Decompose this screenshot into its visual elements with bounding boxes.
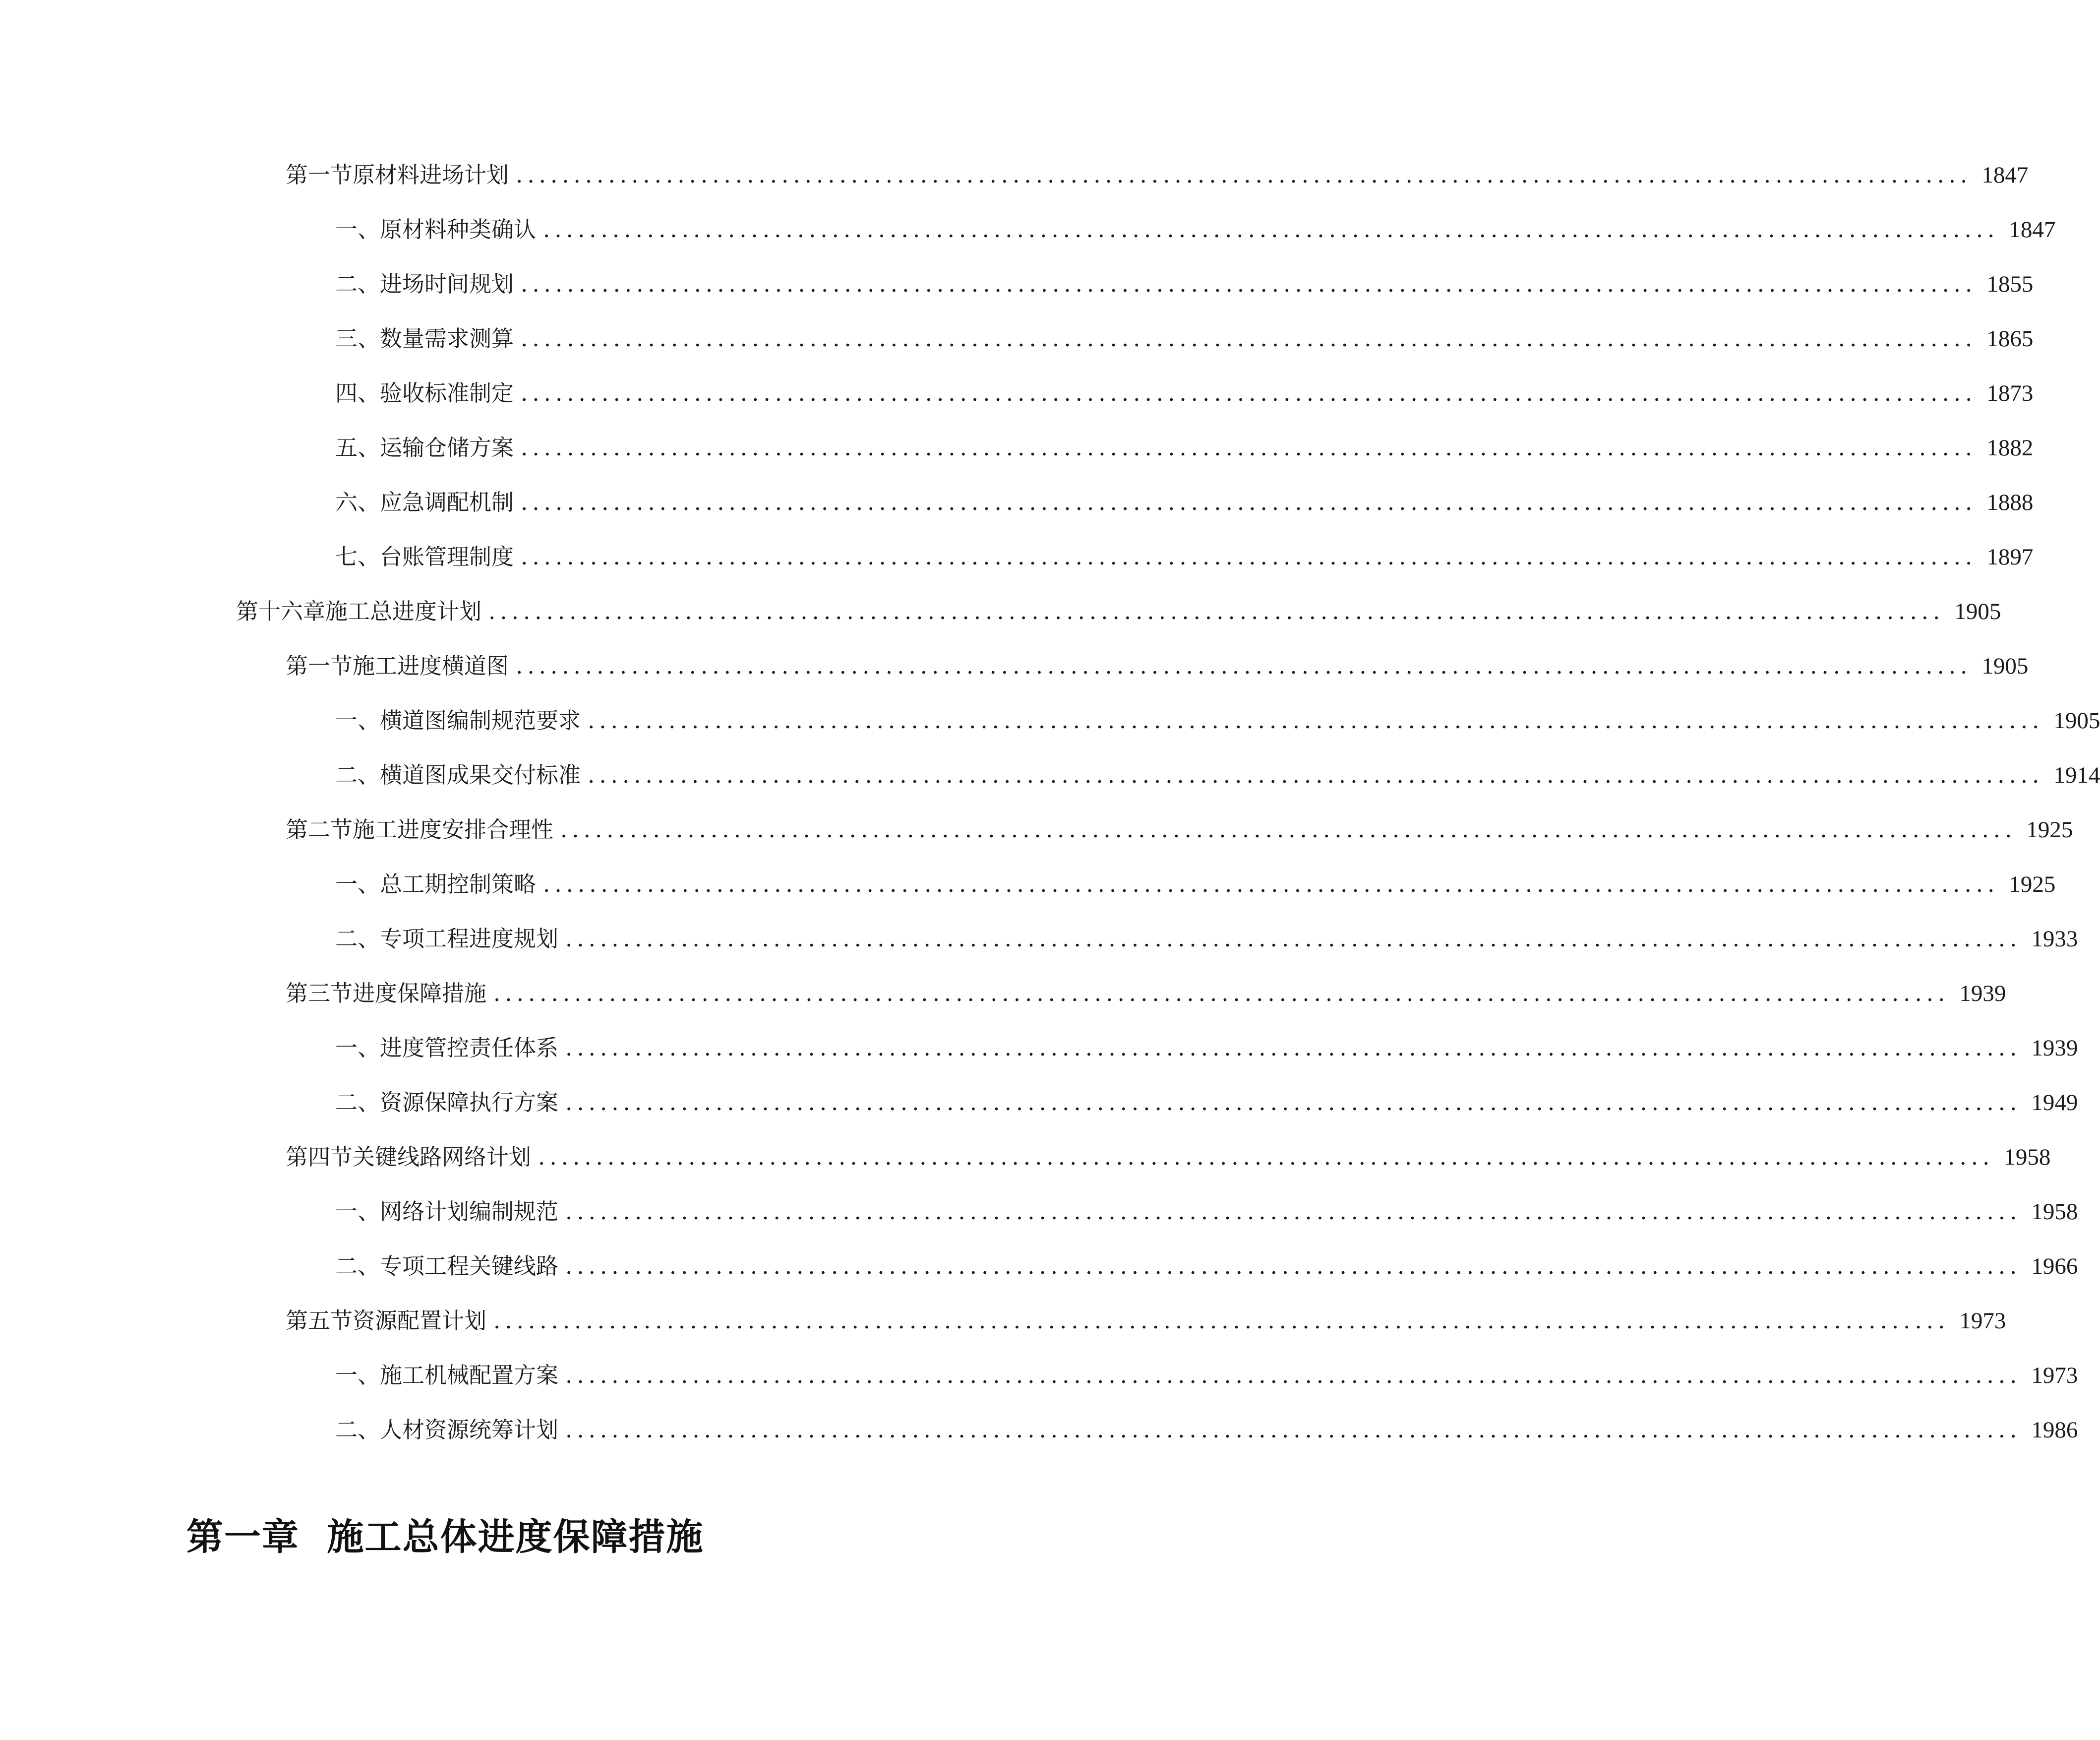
toc-entry-title: 验收标准制定 [380,380,514,406]
toc-entry-page: 1973 [1959,1308,2006,1334]
toc-entry-prefix: 四、 [335,380,380,406]
toc-entry-page: 1914 [2053,762,2100,788]
toc-entry-title: 原材料进场计划 [353,162,509,188]
toc-entry-title: 横道图成果交付标准 [380,762,581,788]
toc-entry-prefix: 二、 [335,271,380,297]
toc-entry-page: 1882 [1986,435,2034,461]
toc-entry[interactable] [0,202,2056,257]
toc-entry[interactable] [0,148,2029,202]
toc-entry-title: 进度保障措施 [353,980,487,1006]
toc-entry-title: 施工总进度计划 [325,598,482,624]
toc-entry-prefix: 一、 [335,216,380,243]
toc-entry-title: 数量需求测算 [380,325,514,352]
toc-entry-prefix: 三、 [335,325,380,352]
toc-entry-prefix: 一、 [335,1362,380,1388]
toc-entry-title: 原材料种类确认 [380,216,537,243]
toc-leader-dots: .............................................................................................................................. [565,1362,2022,1388]
toc-entry-page: 1873 [1986,380,2034,406]
toc-entry-page: 1888 [1986,490,2034,515]
toc-entry[interactable] [0,366,2034,421]
toc-entry[interactable] [0,421,2034,475]
toc-entry[interactable] [0,748,2100,803]
toc-entry-prefix: 二、 [335,762,380,788]
toc-entry-prefix: 第五节 [286,1307,353,1334]
toc-entry-title: 人材资源统筹计划 [380,1417,559,1443]
toc-entry-title: 施工机械配置方案 [380,1362,559,1388]
toc-leader-dots: .............................................................................................................................. [565,1198,2022,1225]
toc-leader-dots: .............................................................................................................................. [543,871,1999,897]
toc-entry-prefix: 二、 [335,1253,380,1279]
toc-entry-page: 1958 [2004,1144,2051,1170]
toc-leader-dots: .............................................................................................................................. [516,162,1972,188]
toc-entry-page: 1865 [1986,326,2034,352]
toc-entry[interactable] [0,257,2034,311]
toc-entry-prefix: 第三节 [286,980,353,1006]
toc-entry-title: 施工进度横道图 [353,653,509,679]
toc-entry-page: 1966 [2031,1253,2078,1279]
toc-entry[interactable] [0,1075,2078,1130]
toc-leader-dots: .............................................................................................................................. [543,216,1999,243]
toc-entry[interactable] [0,475,2034,530]
toc-entry[interactable] [0,803,2073,857]
toc-entry-title: 资源保障执行方案 [380,1089,559,1116]
toc-entry-prefix: 第一节 [286,162,353,188]
toc-leader-dots: .............................................................................................................................. [521,325,1977,352]
toc-entry-prefix: 二、 [335,1417,380,1443]
toc-entry-prefix: 第十六章 [236,598,326,624]
toc-entry-prefix: 一、 [335,707,380,734]
toc-entry-prefix: 七、 [335,544,380,570]
toc-entry-title: 资源配置计划 [353,1307,487,1334]
toc-leader-dots: .............................................................................................................................. [538,1144,1994,1170]
toc-entry-page: 1958 [2031,1199,2078,1225]
toc-entry-page: 1933 [2031,926,2078,952]
toc-entry[interactable] [0,912,2078,966]
toc-entry-title: 关键线路网络计划 [353,1144,532,1170]
toc-leader-dots: .............................................................................................................................. [565,926,2022,952]
toc-entry-prefix: 一、 [335,1035,380,1061]
toc-entry-title: 进场时间规划 [380,271,514,297]
toc-leader-dots: .............................................................................................................................. [488,598,1945,624]
toc-entry[interactable] [0,693,2100,748]
chapter-heading: 第一章 施工总体进度保障措施 [186,1516,704,1558]
toc-entry[interactable] [0,1348,2078,1403]
toc-entry-title: 进度管控责任体系 [380,1035,559,1061]
toc-entry[interactable] [0,1021,2078,1075]
toc-leader-dots: .............................................................................................................................. [521,435,1977,461]
toc-entry-title: 施工进度安排合理性 [353,816,554,843]
toc-entry-title: 专项工程关键线路 [380,1253,559,1279]
toc-leader-dots: .............................................................................................................................. [493,1307,1950,1334]
toc-entry-page: 1939 [2031,1035,2078,1061]
toc-entry-title: 应急调配机制 [380,489,514,515]
toc-entry[interactable] [0,1294,2006,1348]
toc-entry-page: 1986 [2031,1417,2078,1443]
toc-entry-page: 1925 [2026,817,2073,843]
toc-entry-prefix: 一、 [335,1198,380,1225]
toc-entry-page: 1897 [1986,544,2034,570]
toc-entry-prefix: 一、 [335,871,380,897]
toc-leader-dots: .............................................................................................................................. [521,489,1977,515]
toc-entry-page: 1925 [2009,871,2056,897]
toc-entry-title: 横道图编制规范要求 [380,707,581,734]
toc-entry-page: 1847 [2009,217,2056,243]
toc-leader-dots: .............................................................................................................................. [565,1253,2022,1279]
toc-entry-page: 1905 [1981,653,2029,679]
toc-entry-prefix: 六、 [335,489,380,515]
toc-entry-prefix: 第一节 [286,653,353,679]
toc-leader-dots: .............................................................................................................................. [588,762,2044,788]
toc-entry[interactable] [0,311,2034,366]
toc-entry-page: 1939 [1959,981,2006,1006]
toc-entry-page: 1855 [1986,271,2034,297]
toc-leader-dots: .............................................................................................................................. [516,653,1972,679]
toc-entry-title: 专项工程进度规划 [380,926,559,952]
toc-leader-dots: .............................................................................................................................. [521,271,1977,297]
toc-entry-prefix: 二、 [335,926,380,952]
toc-entry-page: 1949 [2031,1090,2078,1116]
toc-leader-dots: .............................................................................................................................. [521,380,1977,406]
toc-entry[interactable] [0,639,2029,693]
toc-entry-page: 1905 [2053,708,2100,734]
toc-entry-title: 总工期控制策略 [380,871,537,897]
table-of-contents [0,148,2100,1457]
toc-leader-dots: .............................................................................................................................. [521,544,1977,570]
toc-entry[interactable] [0,530,2034,584]
toc-leader-dots: .............................................................................................................................. [588,707,2044,734]
toc-entry-title: 台账管理制度 [380,544,514,570]
toc-entry-page: 1973 [2031,1363,2078,1388]
toc-entry-prefix: 五、 [335,435,380,461]
toc-entry[interactable] [0,1130,2051,1184]
toc-entry[interactable] [0,1239,2078,1294]
toc-entry-page: 1847 [1981,162,2029,188]
toc-entry-page: 1905 [1954,599,2001,624]
toc-entry-title: 运输仓储方案 [380,435,514,461]
toc-entry-prefix: 第二节 [286,816,353,843]
toc-leader-dots: .............................................................................................................................. [560,816,2017,843]
toc-leader-dots: .............................................................................................................................. [565,1035,2022,1061]
toc-entry-title: 网络计划编制规范 [380,1198,559,1225]
toc-entry[interactable] [0,1184,2078,1239]
toc-leader-dots: .............................................................................................................................. [493,980,1950,1006]
toc-leader-dots: .............................................................................................................................. [565,1089,2022,1116]
toc-entry[interactable] [0,857,2056,912]
toc-entry[interactable] [0,1403,2078,1457]
toc-entry[interactable] [0,966,2006,1021]
toc-entry-prefix: 第四节 [286,1144,353,1170]
toc-entry-prefix: 二、 [335,1089,380,1116]
toc-leader-dots: .............................................................................................................................. [565,1417,2022,1443]
toc-entry[interactable] [0,584,2001,639]
